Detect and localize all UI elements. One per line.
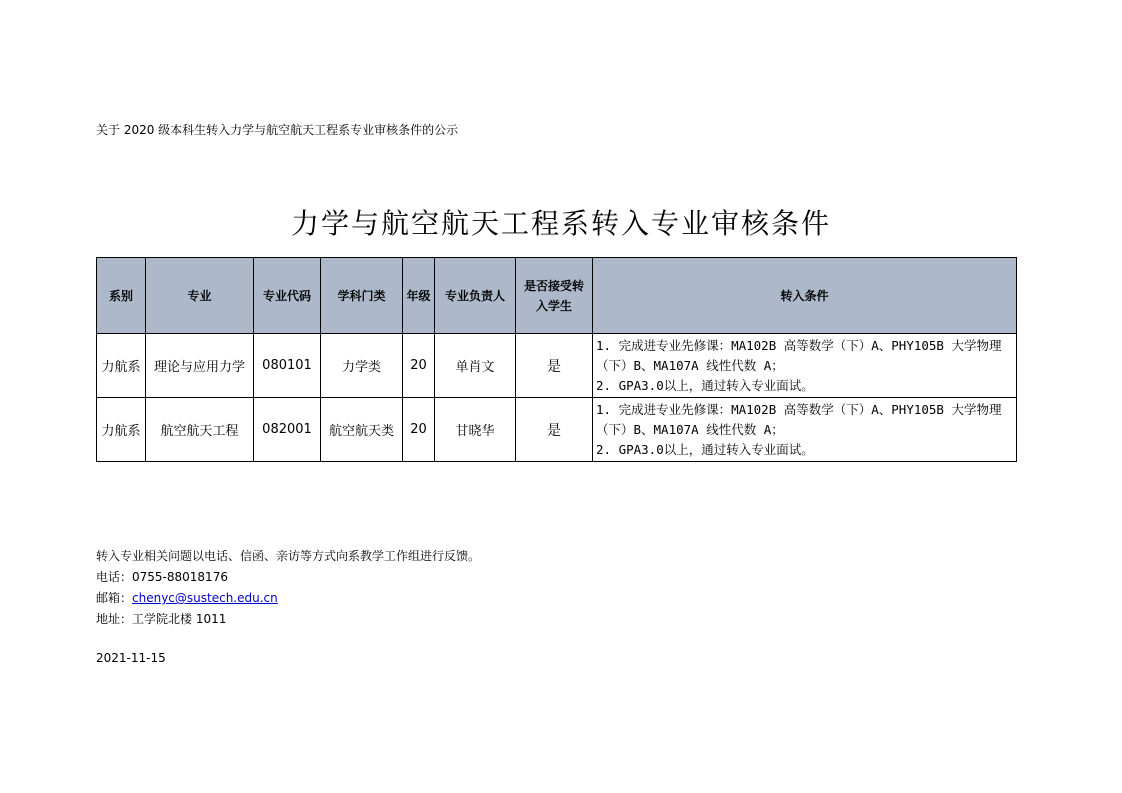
header-accept: 是否接受转入学生 [516, 258, 593, 334]
cell-conditions [593, 334, 1017, 398]
cell-grade: 20 [403, 334, 435, 398]
phone-line [96, 568, 228, 585]
header-major: 专业 [146, 258, 254, 334]
cell-dept: 力航系 [97, 398, 146, 462]
cell-accept: 是 [516, 398, 593, 462]
table-row [97, 334, 1017, 398]
header-dept: 系别 [97, 258, 146, 334]
phone-number: 0755-88018176 [132, 570, 228, 584]
cell-major: 航空航天工程 [146, 398, 254, 462]
address-line [96, 610, 226, 627]
condition-line-1: 1. 完成进专业先修课：MA102B 高等数学（下）A、PHY105B 大学物理（下）B、MA107A 线性代数 A； [596, 401, 1002, 437]
header-head: 专业负责人 [435, 258, 516, 334]
cell-grade: 20 [403, 398, 435, 462]
email-link[interactable]: chenyc@sustech.edu.cn [132, 591, 278, 605]
table-header-row [97, 258, 1017, 334]
cell-major: 理论与应用力学 [146, 334, 254, 398]
cell-dept: 力航系 [97, 334, 146, 398]
cell-head: 单肖文 [435, 334, 516, 398]
header-conditions: 转入条件 [593, 258, 1017, 334]
criteria-table [96, 257, 1017, 462]
publish-date: 2021-11-15 [96, 651, 166, 665]
header-grade: 年级 [403, 258, 435, 334]
address-value: 工学院北楼 1011 [132, 612, 227, 626]
phone-label: 电话： [96, 570, 133, 584]
header-category: 学科门类 [321, 258, 403, 334]
cell-category: 航空航天类 [321, 398, 403, 462]
cell-code: 082001 [254, 398, 321, 462]
cell-code: 080101 [254, 334, 321, 398]
table-row [97, 398, 1017, 462]
notice-heading: 关于 2020 级本科生转入力学与航空航天工程系专业审核条件的公示 [96, 123, 459, 137]
cell-conditions [593, 398, 1017, 462]
address-label: 地址： [96, 612, 133, 626]
email-line [96, 589, 278, 606]
cell-head: 甘晓华 [435, 398, 516, 462]
condition-line-2: 2. GPA3.0以上，通过转入专业面试。 [596, 441, 814, 457]
condition-line-2: 2. GPA3.0以上，通过转入专业面试。 [596, 377, 814, 393]
feedback-note: 转入专业相关问题以电话、信函、亲访等方式向系教学工作组进行反馈。 [96, 549, 481, 563]
condition-line-1: 1. 完成进专业先修课：MA102B 高等数学（下）A、PHY105B 大学物理（下）B、MA107A 线性代数 A； [596, 337, 1002, 373]
cell-accept: 是 [516, 334, 593, 398]
cell-category: 力学类 [321, 334, 403, 398]
header-code: 专业代码 [254, 258, 321, 334]
document-title: 力学与航空航天工程系转入专业审核条件 [290, 207, 831, 240]
email-label: 邮箱： [96, 591, 133, 605]
